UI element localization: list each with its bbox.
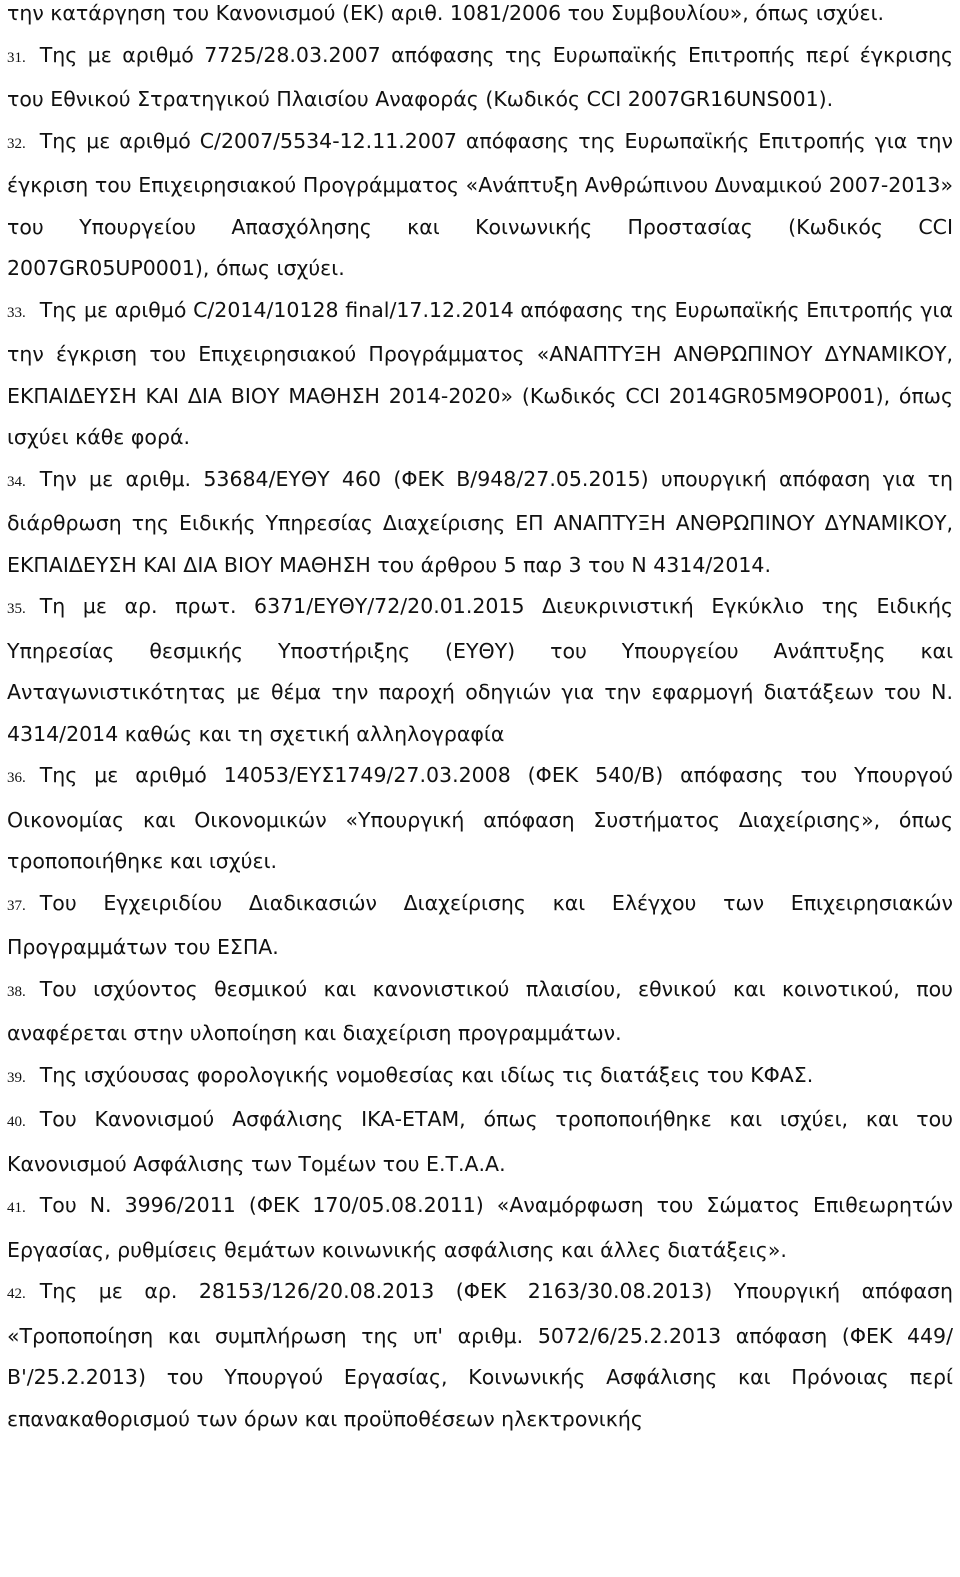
item-number: 36.: [7, 770, 26, 786]
item-text: Της με αρ. 28153/126/20.08.2013 (ΦΕΚ 2163/30.08.2013) Υπουργική απόφαση «Τροποποίηση και συμπλήρωση της υπ' αριθμ. 5072/6/25.2.2013 απόφαση (ΦΕΚ 449/Β'/25.2.2013) του Υπουργού Εργασίας, Κοινωνικής Ασφάλισης και Πρόνοιας περί επανακαθορισμού των όρων και προϋποθέσεων ηλεκτρονικής: [7, 1279, 953, 1431]
list-item: [7, 35, 953, 121]
item-number: 38.: [7, 983, 26, 1000]
list-item: [7, 1185, 953, 1271]
list-item: [7, 1271, 953, 1440]
item-number: 40.: [7, 1114, 26, 1130]
item-text: Την με αριθμ. 53684/ΕΥΘΥ 460 (ΦΕΚ Β/948/27.05.2015) υπουργική απόφαση για τη διάρθρωση της Ειδικής Υπηρεσίας Διαχείρισης ΕΠ ΑΝΑΠΤΥΞΗ ΑΝΘΡΩΠΙΝΟΥ ΔΥΝΑΜΙΚΟΥ, ΕΚΠΑΙΔΕΥΣΗ ΚΑΙ ΔΙΑ ΒΙΟΥ ΜΑΘΗΣΗ του άρθρου 5 παρ 3 του Ν 4314/2014.: [7, 466, 953, 577]
item-number: 32.: [7, 135, 26, 152]
list-item: [7, 1055, 953, 1100]
item-number: 37.: [7, 897, 26, 914]
item-number: 35.: [7, 601, 26, 617]
item-text: Του Εγχειριδίου Διαδικασιών Διαχείρισης και Ελέγχου των Επιχειρησιακών Προγραμμάτων του ΕΣΠΑ.: [7, 890, 953, 959]
item-number: 31.: [7, 49, 26, 66]
item-text: Της με αριθμό C/2007/5534-12.11.2007 απόφασης της Ευρωπαϊκής Επιτροπής για την έγκριση του Επιχειρησιακού Προγράμματος «Ανάπτυξη Ανθρώπινου Δυναμικού 2007-2013» του Υπουργείου Απασχόλησης και Κοινωνικής Προστασίας (Κωδικός CCI 2007GR05UP0001), όπως ισχύει.: [7, 128, 953, 280]
item-number: 34.: [7, 473, 26, 490]
list-item: [7, 883, 953, 969]
list-item: [7, 121, 953, 290]
paragraph-text: την κατάργηση του Κανονισμού (ΕΚ) αριθ. 1081/2006 του Συμβουλίου», όπως ισχύει.: [7, 1, 885, 25]
list-item: [7, 969, 953, 1055]
item-text: Του ισχύοντος θεσμικού και κανονιστικού πλαισίου, εθνικού και κοινοτικού, που αναφέρεται στην υλοποίηση και διαχείριση προγραμμάτων.: [7, 976, 953, 1045]
item-text: Της ισχύουσας φορολογικής νομοθεσίας και ιδίως τις διατάξεις του ΚΦΑΣ.: [39, 1062, 814, 1087]
item-text: Του Ν. 3996/2011 (ΦΕΚ 170/05.08.2011) «Αναμόρφωση του Σώματος Επιθεωρητών Εργασίας, ρυθμίσεις θεμάτων κοινωνικής ασφάλισης και άλλες διατάξεις».: [7, 1193, 953, 1262]
item-number: 39.: [7, 1069, 26, 1086]
item-text: Της με αριθμό 7725/28.03.2007 απόφασης της Ευρωπαϊκής Επιτροπής περί έγκρισης του Εθνικού Στρατηγικού Πλαισίου Αναφοράς (Κωδικός CCI 2007GR16UNS001).: [7, 42, 953, 111]
list-item: [7, 1099, 953, 1185]
item-text: Του Κανονισμού Ασφάλισης ΙΚΑ-ΕΤΑΜ, όπως τροποποιήθηκε και ισχύει, και του Κανονισμού Ασφάλισης των Τομέων του Ε.Τ.Α.Α.: [7, 1107, 953, 1176]
item-text: Τη με αρ. πρωτ. 6371/ΕΥΘΥ/72/20.01.2015 Διευκρινιστική Εγκύκλιο της Ειδικής Υπηρεσίας θεσμικής Υποστήριξης (ΕΥΘΥ) του Υπουργείου Ανάπτυξης και Ανταγωνιστικότητας με θέμα την παροχή οδηγιών για την εφαρμογή διατάξεων του Ν. 4314/2014 καθώς και τη σχετική αλληλογραφία: [7, 594, 953, 746]
item-number: 42.: [7, 1286, 26, 1302]
list-item: [7, 290, 953, 459]
item-text: Της με αριθμό 14053/ΕΥΣ1749/27.03.2008 (ΦΕΚ 540/Β) απόφασης του Υπουργού Οικονομίας και Οικονομικών «Υπουργική απόφαση Συστήματος Διαχείρισης», όπως τροποποιήθηκε και ισχύει.: [7, 763, 953, 873]
list-item: [7, 755, 953, 883]
list-item: [7, 586, 953, 755]
paragraph-continuation: [7, 0, 953, 35]
list-item: [7, 459, 953, 587]
item-text: Της με αριθμό C/2014/10128 final/17.12.2014 απόφασης της Ευρωπαϊκής Επιτροπής για την έγκριση του Επιχειρησιακού Προγράμματος «ΑΝΑΠΤΥΞΗ ΑΝΘΡΩΠΙΝΟΥ ΔΥΝΑΜΙΚΟΥ, ΕΚΠΑΙΔΕΥΣΗ ΚΑΙ ΔΙΑ ΒΙΟΥ ΜΑΘΗΣΗ 2014-2020» (Κωδικός CCI 2014GR05M9OP001), όπως ισχύει κάθε φορά.: [7, 297, 953, 449]
item-number: 33.: [7, 304, 26, 321]
item-number: 41.: [7, 1200, 26, 1216]
